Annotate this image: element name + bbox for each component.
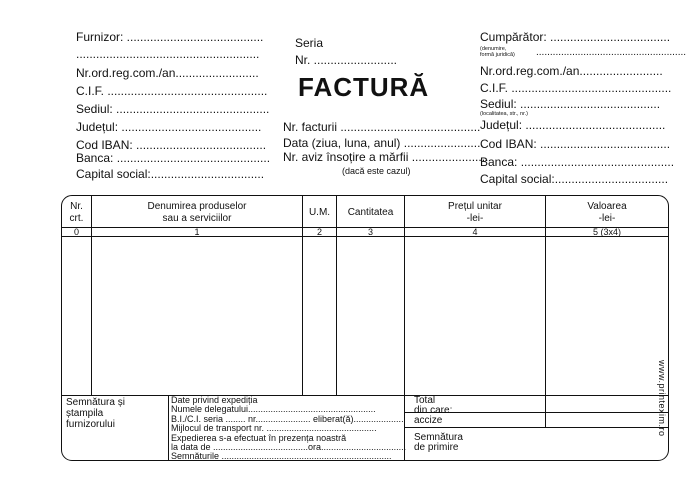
if-applicable-note: (dacă este cazul) — [342, 166, 411, 176]
publisher-website: www.printexim.ro — [657, 360, 667, 437]
index-cell-0: 0 — [73, 227, 79, 237]
footer-divider-left — [168, 395, 169, 460]
buyer-address-note: (localitatea, str., nr.) — [480, 111, 528, 117]
invoice-date-field: Data (ziua, luna, anul) ........................ — [283, 136, 484, 150]
invoice-number-field: Nr. facturii .......................................... — [283, 120, 481, 134]
total-label: Total din care: accize — [414, 395, 453, 426]
delivery-note-field: Nr. aviz însoțire a mărfii ....................... — [283, 150, 489, 164]
supplier-name-line2: ....................................................... — [76, 47, 260, 61]
col-header-denumire: Denumirea produselor sau a serviciilor — [147, 201, 247, 224]
supplier-iban-field: Cod IBAN: ....................................... — [76, 138, 267, 152]
buyer-address-field: Sediul: .......................................... — [480, 97, 661, 111]
col-header-um: U.M. — [308, 207, 331, 218]
document-title: FACTURĂ — [298, 72, 430, 102]
supplier-county-field: Județul: .......................................... — [76, 120, 262, 134]
total-bottom-divider — [404, 427, 668, 428]
receipt-signature-label: Semnătura de primire — [414, 432, 463, 453]
col-header-pret: Prețul unitar -lei- — [448, 201, 502, 224]
supplier-cif-field: C.I.F. ................................................ — [76, 84, 268, 98]
buyer-cif-field: C.I.F. ................................................ — [480, 81, 672, 95]
index-cell-2: 2 — [316, 227, 322, 237]
invoice-number-line: Nr. ......................... — [295, 53, 398, 67]
supplier-capital-field: Capital social:.................................. — [76, 167, 265, 181]
buyer-bank-field: Banca: .............................................. — [480, 155, 675, 169]
buyer-reg-field: Nr.ord.reg.com./an......................... — [480, 64, 663, 78]
supplier-bank-field: Banca: .............................................. — [76, 151, 271, 165]
col-header-cantitate: Cantitatea — [347, 207, 394, 218]
supplier-address-field: Sediul: .............................................. — [76, 102, 270, 116]
buyer-county-field: Județul: .......................................... — [480, 118, 666, 132]
index-cell-1: 1 — [194, 227, 200, 237]
series-label: Seria — [295, 36, 324, 50]
buyer-name-note-1: (denumire, — [480, 46, 507, 52]
index-cell-5: 5 (3x4) — [592, 227, 621, 237]
index-cell-4: 4 — [472, 227, 478, 237]
buyer-name-field: Cumpărător: .................................... — [480, 30, 671, 44]
buyer-name-line2: ...................................................... — [536, 47, 687, 58]
expedition-data: Date privind expediția Numele delegatului................................................... B.I./C.I. seria ........ nr...................... eliberat(ă).................... Mijlocul de transport nr. ............................................ Expedierea s-a efectuat în prezența noastră la data de ......................................ora.................................. Semnăturile .................................................................... — [171, 395, 407, 462]
index-cell-3: 3 — [367, 227, 373, 237]
col-header-valoare: Valoarea -lei- — [587, 201, 627, 224]
supplier-reg-field: Nr.ord.reg.com./an......................... — [76, 66, 259, 80]
supplier-signature-label: Semnătura și ștampila furnizorului — [66, 397, 125, 430]
buyer-iban-field: Cod IBAN: ....................................... — [480, 137, 671, 151]
col-header-nr: Nr. crt. — [69, 201, 84, 224]
supplier-name-field: Furnizor: ......................................... — [76, 30, 264, 44]
buyer-capital-field: Capital social:.................................. — [480, 172, 669, 186]
buyer-name-note-2: formă juridică) — [480, 52, 515, 58]
